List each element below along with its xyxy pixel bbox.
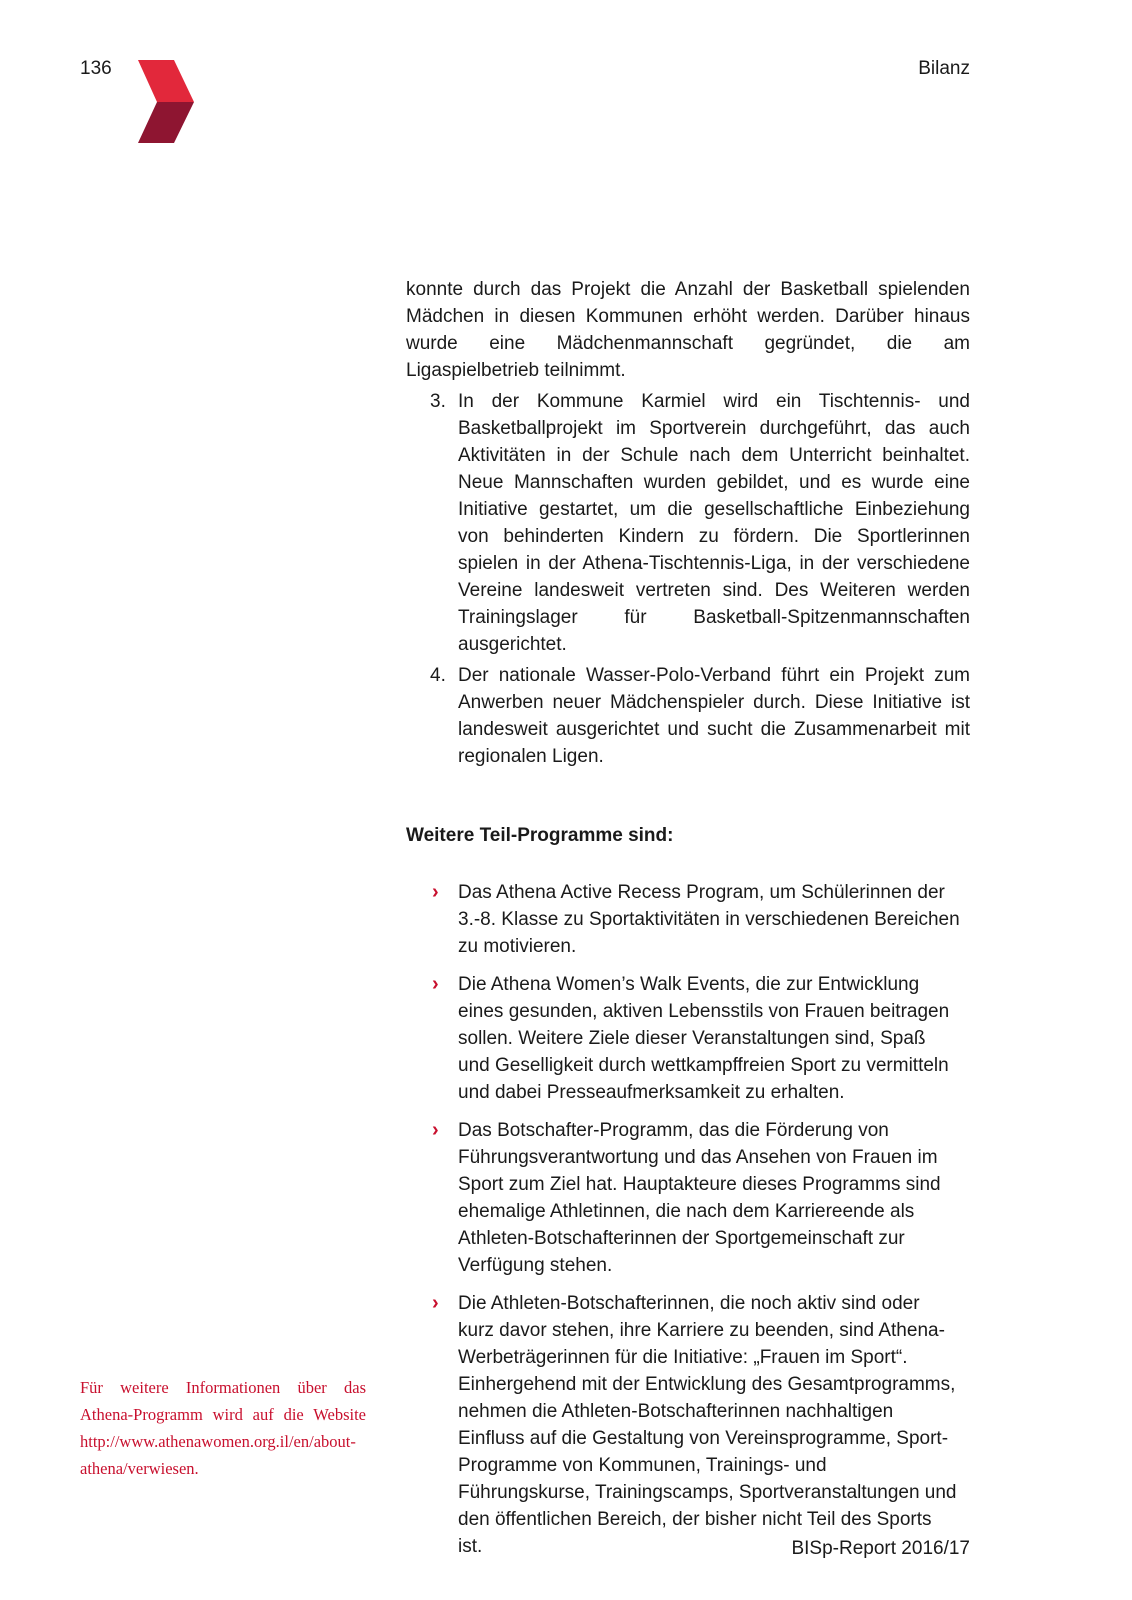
list-item: [406, 879, 970, 960]
list-item: [406, 662, 970, 770]
numbered-list: [406, 388, 970, 770]
chevron-bullet-icon: ›: [432, 1292, 439, 1314]
list-item: [406, 1290, 970, 1560]
sidenote: Für weitere Informationen über das Athena-Programm wird auf die Website http://www.athenawomen.org.il/en/about-athena/verwiesen.: [80, 1378, 366, 1478]
list-item-text: Die Athena Women’s Walk Events, die zur Entwicklung eines gesunden, aktiven Lebensstils von Frauen beitragen sollen. Weitere Ziele dieser Veranstaltungen sind, Spaß und Geselligkeit durch wettkampffreien Sport zu vermitteln und dabei Presseaufmerksamkeit zu erhalten.: [458, 974, 950, 1103]
footer-report: BISp-Report 2016/17: [791, 1538, 970, 1559]
list-item-text: Die Athleten-Botschafterinnen, die noch aktiv sind oder kurz davor stehen, ihre Karriere zu beenden, sind Athena-Werbeträgerinnen für die Initiative: „Frauen im Sport“. Einhergehend mit der Entwicklung des Gesamtprogramms, nehmen die Athleten-Botschafterinnen nachhaltigen Einfluss auf die Gestaltung von Vereinsprogramme, Sport-Programme von Kommunen, Trainings- und Führungskurse, Trainingscamps, Sportveranstaltungen und den öffentlichen Bereich, der bisher nicht Teil des Sports ist.: [458, 1293, 957, 1557]
chevron-bullet-icon: ›: [432, 881, 439, 903]
list-item: [406, 1117, 970, 1279]
chevron-bullet-icon: ›: [432, 1119, 439, 1141]
list-item: [406, 971, 970, 1106]
list-item-text: Das Botschafter-Programm, das die Förderung von Führungsverantwortung und das Ansehen von Frauen im Sport zum Ziel hat. Hauptakteure dieses Programms sind ehemalige Athletinnen, die nach dem Karriereende als Athleten-Botschafterinnen der Sportgemeinschaft zur Verfügung stehen.: [458, 1120, 941, 1276]
logo-bottom-shape: [138, 102, 194, 143]
list-item-text: Der nationale Wasser-Polo-Verband führt ein Projekt zum Anwerben neuer Mädchenspieler durch. Diese Initiative ist landesweit ausgerichtet und sucht die Zusammenarbeit mit regionalen Ligen.: [458, 665, 970, 767]
section-label: Bilanz: [918, 58, 970, 79]
list-number: 4.: [430, 665, 446, 686]
logo-top-shape: [138, 60, 194, 102]
main-content: [406, 276, 970, 1571]
section-heading: Weitere Teil-Programme sind:: [406, 825, 674, 846]
intro-paragraph: konnte durch das Projekt die Anzahl der Basketball spielenden Mädchen in diesen Kommunen erhöht werden. Darüber hinaus wurde eine Mädchenmannschaft gegründet, die am Ligaspielbetrieb teilnimmt.: [406, 279, 970, 381]
list-item: [406, 388, 970, 658]
chevron-logo-icon: [138, 60, 194, 143]
chevron-bullet-icon: ›: [432, 973, 439, 995]
list-item-text: Das Athena Active Recess Program, um Schülerinnen der 3.-8. Klasse zu Sportaktivitäten in verschiedenen Bereichen zu motivieren.: [458, 882, 960, 957]
bullet-list: [406, 879, 970, 1560]
page-number: 136: [80, 58, 112, 79]
list-number: 3.: [430, 391, 446, 412]
list-item-text: In der Kommune Karmiel wird ein Tischtennis- und Basketballprojekt im Sportverein durchgeführt, das auch Aktivitäten in der Schule nach dem Unterricht beinhaltet. Neue Mannschaften wurden gebildet, und es wurde eine Initiative gestartet, um die gesellschaftliche Einbeziehung von behinderten Kindern zu fördern. Die Sportlerinnen spielen in der Athena-Tischtennis-Liga, in der verschiedene Vereine landesweit vertreten sind. Des Weiteren werden Trainingslager für Basketball-Spitzenmannschaften ausgerichtet.: [458, 391, 970, 655]
